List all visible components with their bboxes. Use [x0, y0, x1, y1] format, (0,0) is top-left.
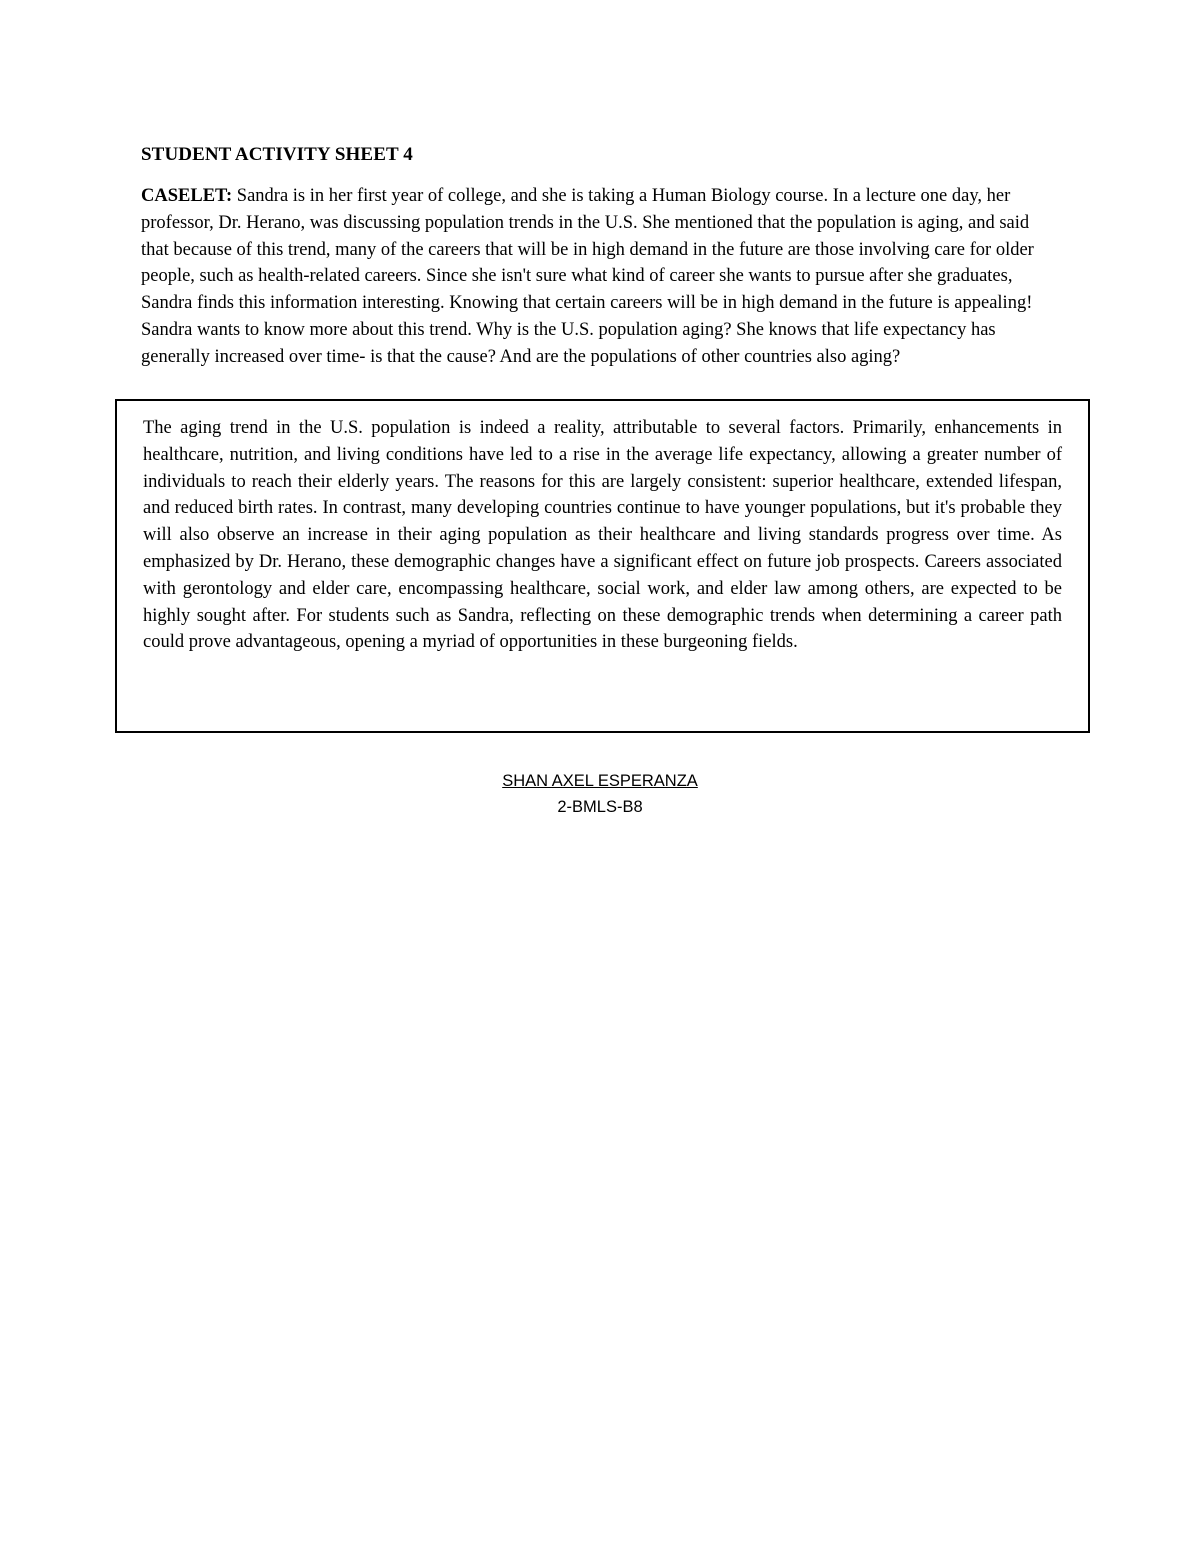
- document-title: STUDENT ACTIVITY SHEET 4: [141, 144, 413, 165]
- caselet-text: Sandra is in her first year of college, and she is taking a Human Biology course. In a lecture one day, her professor, Dr. Herano, was discussing population trends in the U.S. She mentioned that the population is aging, and said that because of this trend, many of the careers that will be in high demand in the future are those involving care for older people, such as health-related careers. Since she isn't sure what kind of career she wants to pursue after she graduates, Sandra finds this information interesting. Knowing that certain careers will be in high demand in the future is appealing! Sandra wants to know more about this trend. Why is the U.S. population aging? She knows that life expectancy has generally increased over time- is that the cause? And are the populations of other countries also aging?: [141, 186, 1034, 367]
- student-name: SHAN AXEL ESPERANZA: [502, 772, 698, 790]
- student-section: 2-BMLS-B8: [557, 798, 643, 816]
- caselet-label: CASELET:: [141, 186, 233, 206]
- answer-text: The aging trend in the U.S. population is indeed a reality, attributable to several factors. Primarily, enhancements in healthcare, nutrition, and living conditions have led to a rise in the average life expectancy, allowing a greater number of individuals to reach their elderly years. The reasons for this are largely consistent: superior healthcare, extended lifespan, and reduced birth rates. In contrast, many developing countries continue to have younger populations, but it's probable they will also observe an increase in their aging population as their healthcare and living standards progress over time. As emphasized by Dr. Herano, these demographic changes have a significant effect on future job prospects. Careers associated with gerontology and elder care, encompassing healthcare, social work, and elder law among others, are expected to be highly sought after. For students such as Sandra, reflecting on these demographic trends when determining a career path could prove advantageous, opening a myriad of opportunities in these burgeoning fields.: [143, 418, 1062, 653]
- caselet-paragraph: [141, 183, 1061, 371]
- student-signature: [0, 768, 1200, 820]
- answer-box: [115, 399, 1090, 733]
